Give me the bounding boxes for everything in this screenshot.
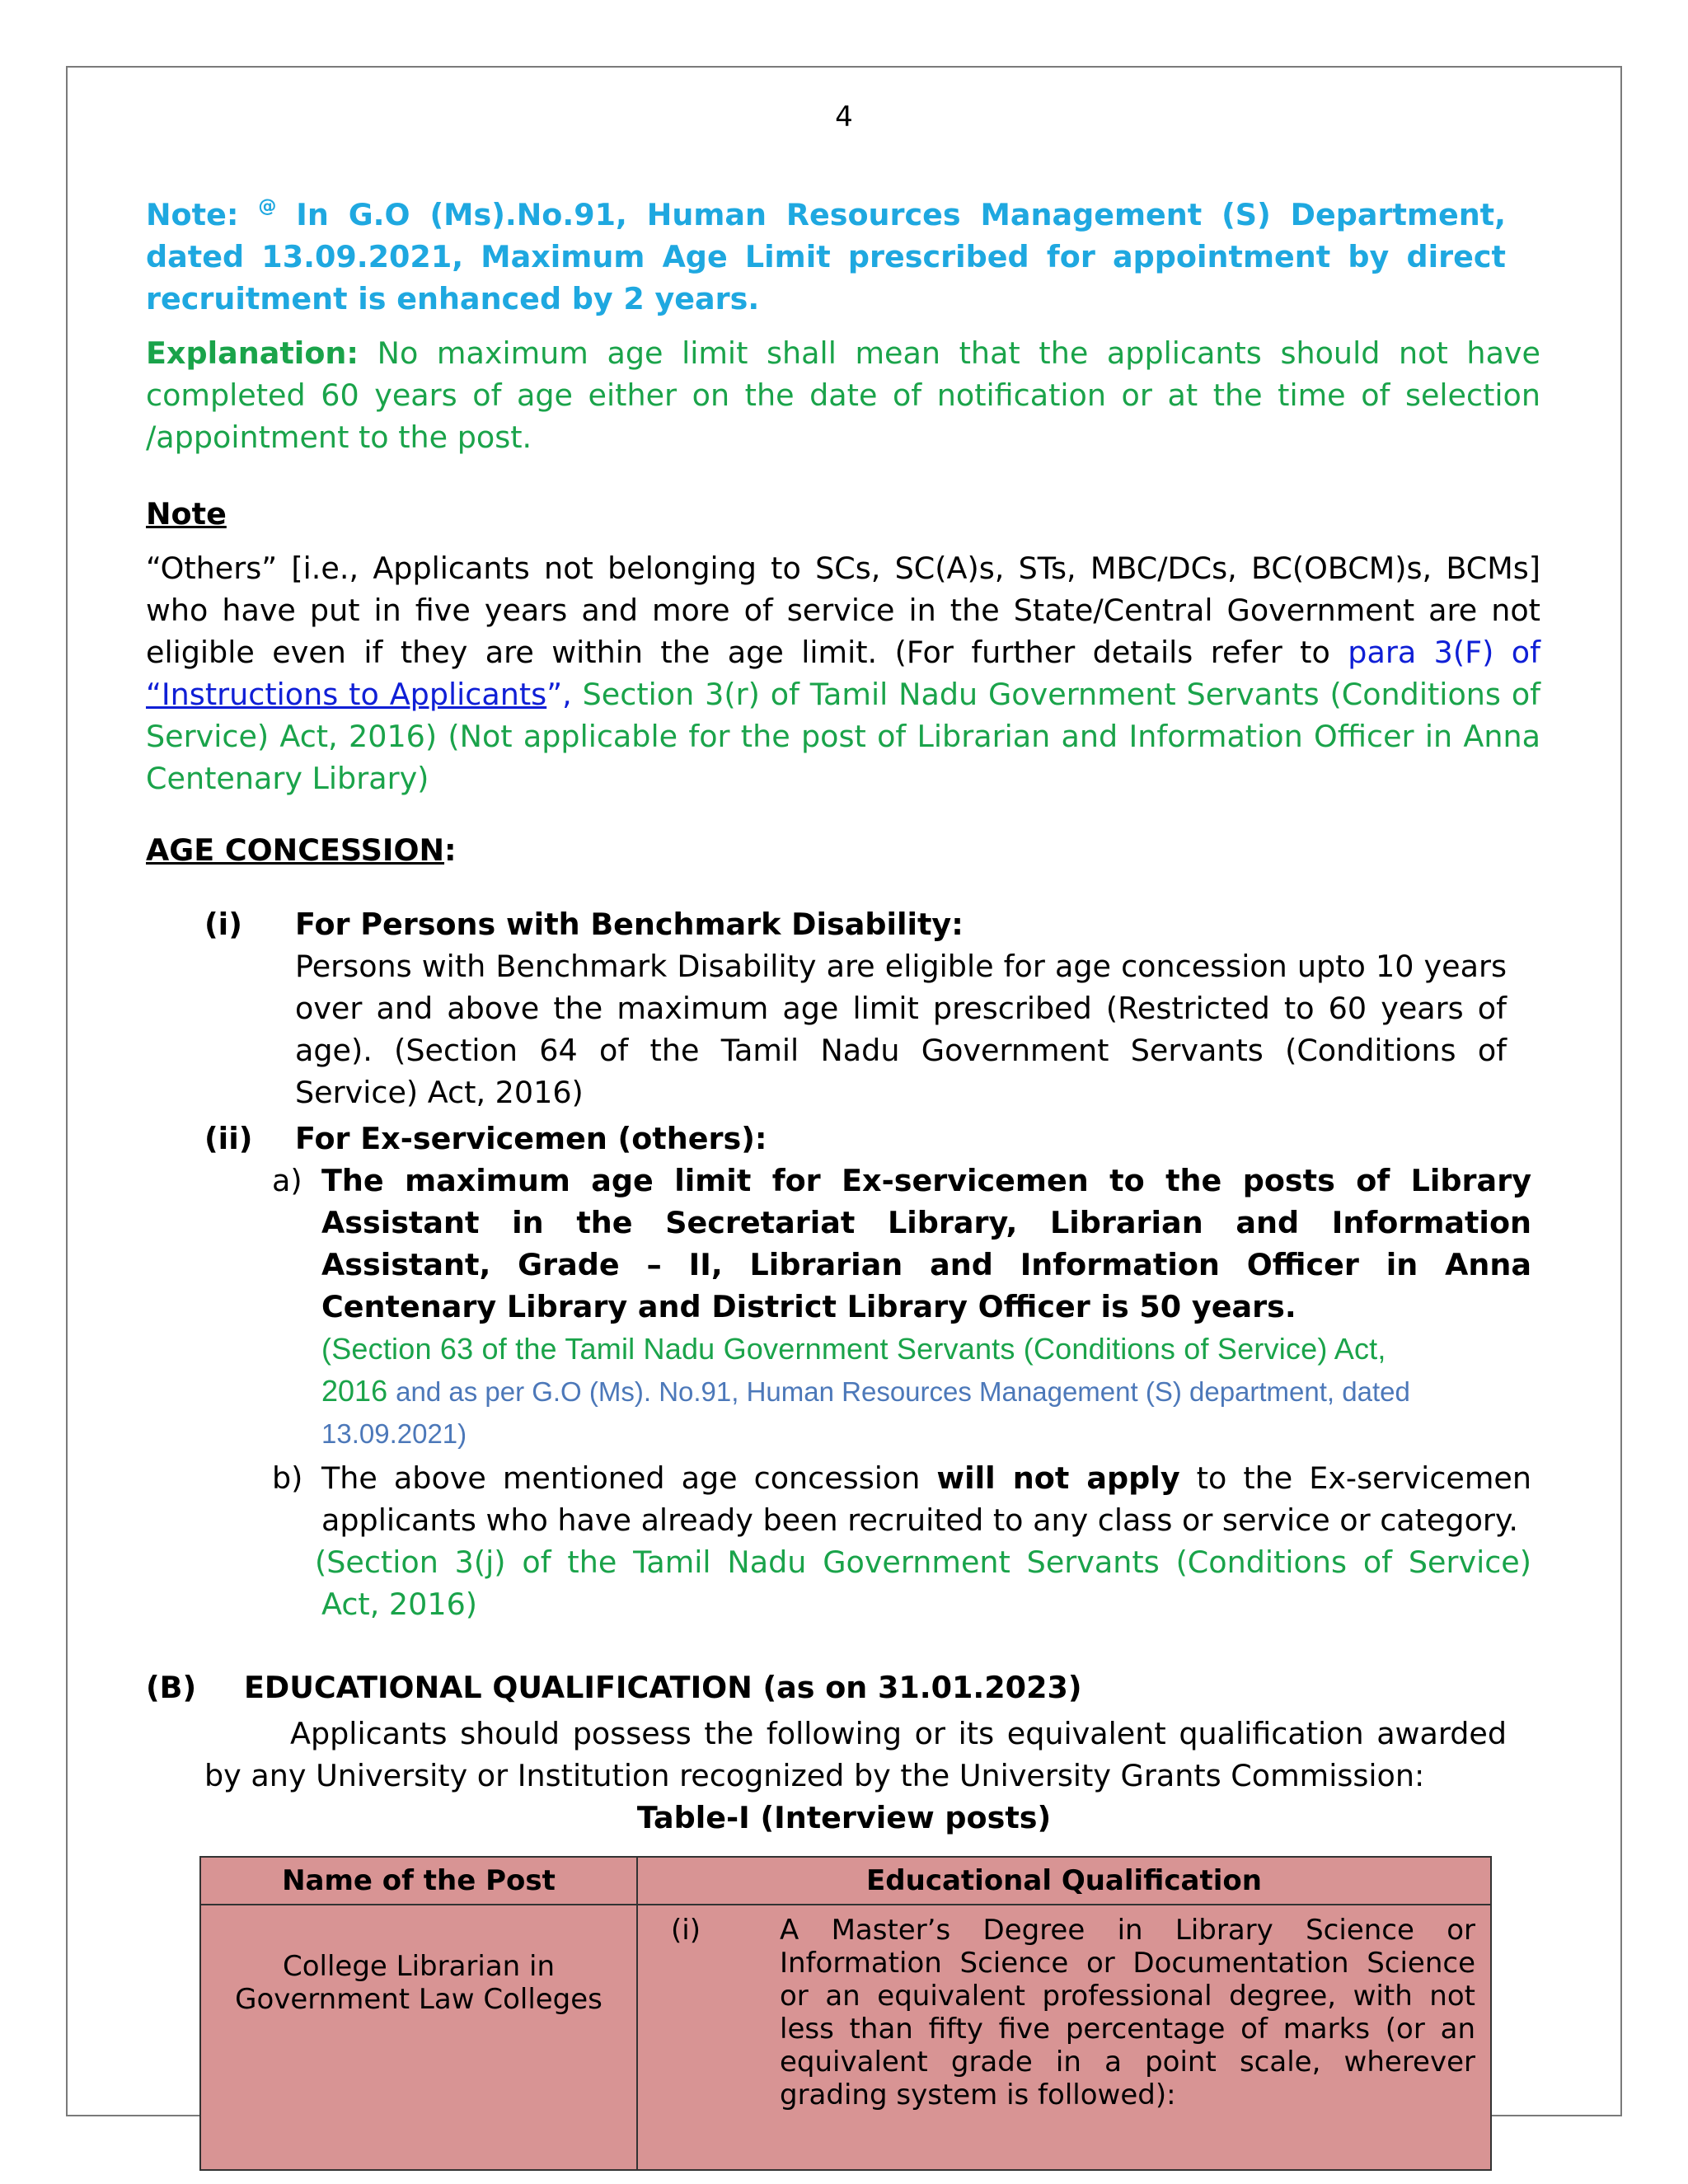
page-number: 4	[835, 101, 853, 134]
item-i-benchmark-disability: For Persons with Benchmark Disability: Persons with Benchmark Disability are eligible for age concession upto 10 years over and above the maximum age limit prescribed (Restricted to 60 years of age). (Section 64 of the Tamil Nadu Government Servants (Conditions of Service) Act, 2016)	[295, 907, 1507, 1110]
column-header-qualification: Educational Qualification	[637, 1857, 1491, 1905]
educational-intro: Applicants should possess the following or its equivalent qualification awarded by any University or Institution recognized by the University Grants Commission:	[204, 1716, 1507, 1793]
qualification-text: A Master’s Degree in Library Science or Information Science or Documentation Science or an equivalent professional degree, with not less than fifty five percentage of marks (or an equivalent grade in a point scale, wherever grading system is followed):	[780, 1914, 1475, 2111]
qualification-number: (i)	[671, 1914, 701, 1947]
column-header-post: Name of the Post	[200, 1857, 637, 1905]
item-a-label: a)	[272, 1163, 302, 1198]
item-a-ex-servicemen-age: The maximum age limit for Ex-servicemen to the posts of Library Assistant in the Secretariat Library, Librarian and Information Assistant, Grade – II, Librarian and Information Officer in Anna Centenary Library and District Library Officer is 50 years. (Section 63 of the Tamil Nadu Government Servants (Conditions of Service) Act, 2016 and as per G.O (Ms). No.91, Human Resources Management (S) department, dated 13.09.2021)	[321, 1163, 1531, 1449]
item-b-reference: (Section 3(j) of the Tamil Nadu Government Servants (Conditions of Service) Act, 2016)	[315, 1544, 1531, 1622]
item-b-label: b)	[272, 1460, 303, 1496]
table-title: Table-I (Interview posts)	[636, 1800, 1052, 1835]
instructions-link[interactable]: “Instructions to Applicants	[146, 677, 547, 712]
item-i-number: (i)	[204, 907, 242, 942]
note-others-paragraph: “Others” [i.e., Applicants not belonging to SCs, SC(A)s, STs, MBC/DCs, BC(OBCM)s, BCMs] who have put in five years and more of service in the State/Central Government are not eligible even if they are within the age limit. (For further details refer to para 3(F) of “Instructions to Applicants”, Section 3(r) of Tamil Nadu Government Servants (Conditions of Service) Act, 2016) (Not applicable for the post of Librarian and Information Officer in Anna Centenary Library)	[146, 551, 1541, 796]
qualification-table	[199, 1856, 1492, 2171]
explanation-paragraph: Explanation: No maximum age limit shall mean that the applicants should not have completed 60 years of age either on the date of notification or at the time of selection /appointment to the post.	[146, 335, 1540, 455]
section-b-label: (B)	[146, 1670, 197, 1705]
table-header-row	[200, 1857, 1491, 1905]
note-go-91: Note: @ In G.O (Ms).No.91, Human Resources Management (S) Department, dated 13.09.2021, Maximum Age Limit prescribed for appointment by direct recruitment is enhanced by 2 years.	[146, 196, 1506, 316]
age-concession-heading: AGE CONCESSION:	[146, 832, 457, 868]
item-ii-title: For Ex-servicemen (others):	[295, 1121, 767, 1156]
table-row	[200, 1905, 1491, 2170]
note-heading: Note	[146, 496, 227, 532]
educational-qualification-heading: EDUCATIONAL QUALIFICATION (as on 31.01.2023)	[244, 1670, 1082, 1705]
item-ii-number: (ii)	[204, 1121, 253, 1156]
post-name-cell: College Librarian in Government Law Colleges	[200, 1905, 637, 2170]
item-b-concession-not-apply: The above mentioned age concession will not apply to the Ex-servicemen applicants who have already been recruited to any class or service or category.	[321, 1460, 1531, 1538]
qualification-cell	[637, 1905, 1491, 2170]
